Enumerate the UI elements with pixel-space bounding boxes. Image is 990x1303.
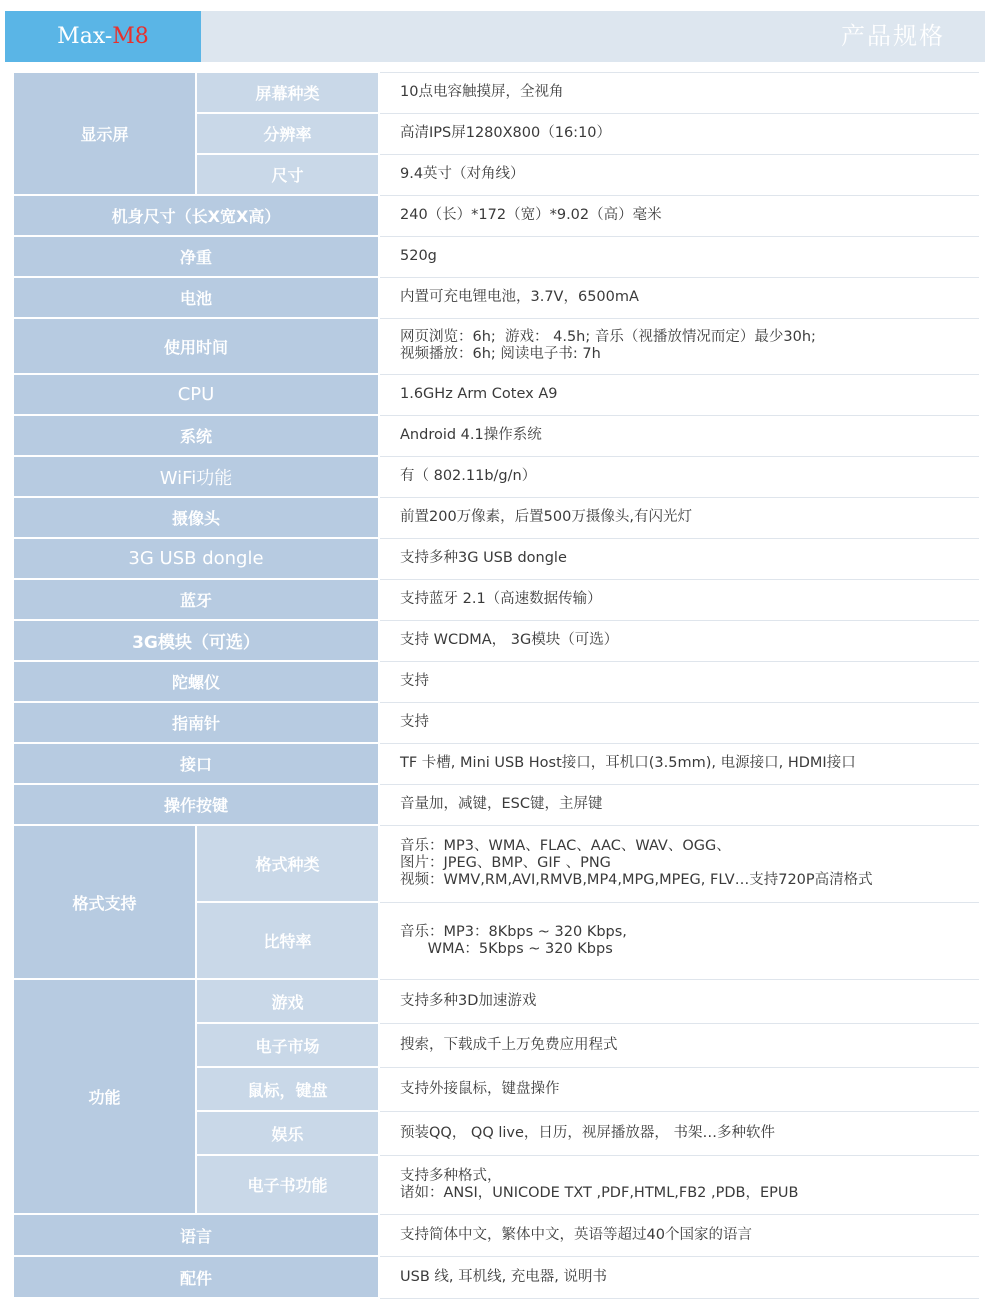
spec-label: 净重 [13,236,379,277]
spec-label: 屏幕种类 [196,72,379,113]
table-row [13,979,980,1023]
spec-label: 游戏 [196,979,379,1023]
spec-value: 支持多种3G USB dongle [379,538,980,579]
spec-value: Android 4.1操作系统 [379,415,980,456]
table-row [13,620,980,661]
table-row [13,1214,980,1256]
spec-value: 支持 WCDMA， 3G模块（可选） [379,620,980,661]
table-row [13,456,980,497]
brand-logo [5,11,201,62]
spec-label: CPU [13,374,379,415]
spec-value: 内置可充电锂电池，3.7V，6500mA [379,277,980,318]
spec-label: 接口 [13,743,379,784]
spec-label: 格式种类 [196,825,379,902]
spec-label: 鼠标，键盘 [196,1067,379,1111]
spec-value: 音乐：MP3、WMA、FLAC、AAC、WAV、OGG、 图片：JPEG、BMP、GIF 、PNG 视频：WMV,RM,AVI,RMVB,MP4,MPG,MPEG, FLV…支持720P高清格式 [379,825,980,902]
spec-value: 10点电容触摸屏，全视角 [379,72,980,113]
logo-max: Max- [57,24,113,49]
spec-label: 操作按键 [13,784,379,825]
spec-value: 高清IPS屏1280X800（16:10） [379,113,980,154]
spec-label: 语言 [13,1214,379,1256]
spec-label: 比特率 [196,902,379,979]
spec-value: 音乐：MP3：8Kbps ~ 320 Kbps, WMA：5Kbps ~ 320 Kbps [379,902,980,979]
spec-label: 分辨率 [196,113,379,154]
spec-value: 支持简体中文，繁体中文，英语等超过40个国家的语言 [379,1214,980,1256]
spec-label: 使用时间 [13,318,379,374]
spec-value: 前置200万像素，后置500万摄像头,有闪光灯 [379,497,980,538]
spec-label: 机身尺寸（长X宽X高） [13,195,379,236]
spec-value: 有（ 802.11b/g/n） [379,456,980,497]
table-row [13,318,980,374]
group-label-display: 显示屏 [13,72,196,195]
spec-label: 电子市场 [196,1023,379,1067]
spec-value: 支持蓝牙 2.1（高速数据传输） [379,579,980,620]
spec-label: 娱乐 [196,1111,379,1155]
spec-label: 3G模块（可选） [13,620,379,661]
spec-value: 520g [379,236,980,277]
spec-label: 电池 [13,277,379,318]
spec-label: 配件 [13,1256,379,1298]
table-row [13,702,980,743]
table-row [13,538,980,579]
spec-label: WiFi功能 [13,456,379,497]
spec-label: 系统 [13,415,379,456]
spec-value: 搜索，下载成千上万免费应用程式 [379,1023,980,1067]
page-title: 产品规格 [841,22,945,50]
spec-value: 支持 [379,702,980,743]
spec-value: 支持外接鼠标，键盘操作 [379,1067,980,1111]
spec-value: 预装QQ， QQ live，日历，视屏播放器， 书架…多种软件 [379,1111,980,1155]
table-row [13,497,980,538]
spec-label: 陀螺仪 [13,661,379,702]
spec-label: 电子书功能 [196,1155,379,1214]
spec-value: 支持 [379,661,980,702]
table-row [13,743,980,784]
logo-m8: M8 [112,24,149,49]
spec-value: 音量加，减键，ESC键，主屏键 [379,784,980,825]
spec-value: 9.4英寸（对角线） [379,154,980,195]
spec-label: 摄像头 [13,497,379,538]
table-row [13,415,980,456]
spec-label: 尺寸 [196,154,379,195]
spec-value: 支持多种3D加速游戏 [379,979,980,1023]
spec-value: 网页浏览：6h; 游戏： 4.5h; 音乐（视播放情况而定）最少30h; 视频播放：6h; 阅读电子书: 7h [379,318,980,374]
spec-value: 240（长）*172（宽）*9.02（高）毫米 [379,195,980,236]
table-row [13,277,980,318]
spec-value: USB 线, 耳机线, 充电器, 说明书 [379,1256,980,1298]
group-label-format: 格式支持 [13,825,196,979]
spec-table [12,71,981,1299]
table-row [13,784,980,825]
spec-label: 指南针 [13,702,379,743]
table-row [13,195,980,236]
table-row [13,72,980,113]
table-row [13,661,980,702]
table-row [13,236,980,277]
spec-label: 3G USB dongle [13,538,379,579]
table-row [13,1256,980,1298]
spec-label: 蓝牙 [13,579,379,620]
spec-value: TF 卡槽, Mini USB Host接口，耳机口(3.5mm), 电源接口, HDMI接口 [379,743,980,784]
group-label-function: 功能 [13,979,196,1214]
table-row [13,374,980,415]
spec-value: 支持多种格式， 诸如：ANSI，UNICODE TXT ,PDF,HTML,FB2 ,PDB，EPUB [379,1155,980,1214]
table-row [13,825,980,902]
spec-value: 1.6GHz Arm Cotex A9 [379,374,980,415]
table-row [13,579,980,620]
header-bar [5,11,985,62]
